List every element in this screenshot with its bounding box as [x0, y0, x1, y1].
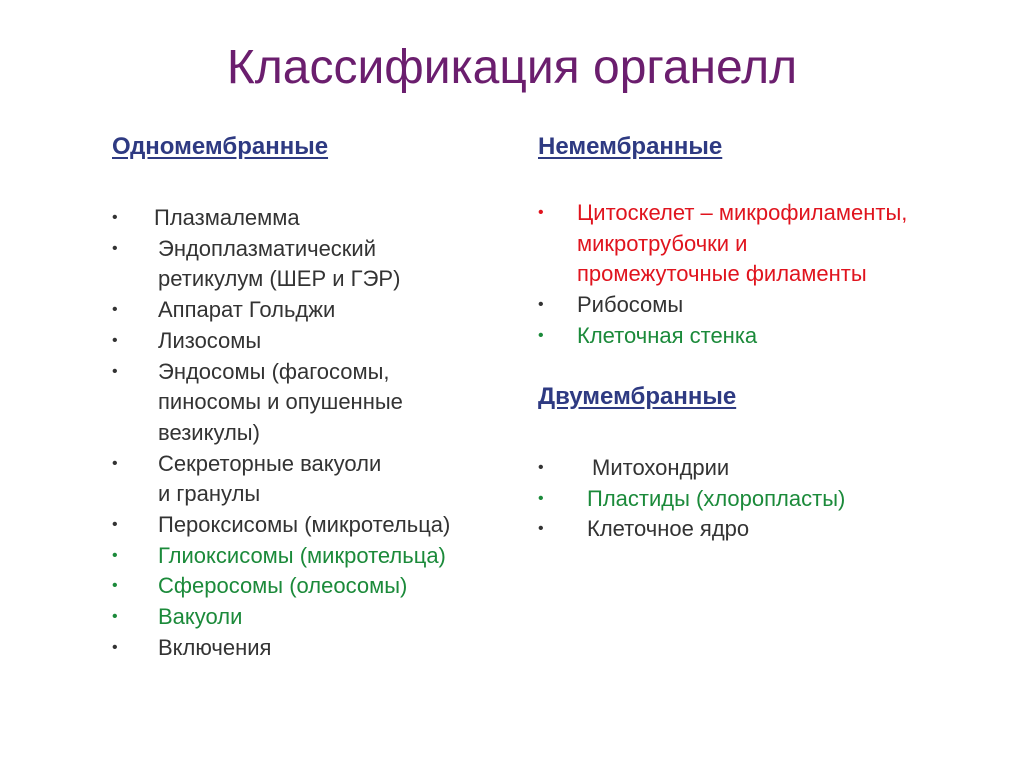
list-item-line	[538, 484, 845, 515]
list-item-text: Лизосомы	[158, 327, 262, 353]
list-item-text: и гранулы	[158, 481, 261, 507]
list-item-line	[112, 234, 450, 265]
list-item-line	[112, 633, 450, 664]
list-item-text: Рибосомы	[577, 292, 684, 318]
list-item-text: пиносомы и опушенные	[158, 389, 403, 415]
heading-single-membrane: Одномембранные	[112, 133, 329, 160]
list-item-line	[538, 514, 845, 545]
list-item-line	[112, 571, 450, 602]
list-item-text: Цитоскелет – микрофиламенты,	[577, 200, 908, 225]
list-item-line	[112, 295, 450, 326]
list-item-line	[538, 198, 907, 229]
list-item-line	[112, 510, 450, 541]
list-item-line	[538, 321, 907, 352]
bullet-icon: •	[538, 326, 544, 344]
list-item-text: Плазмалемма	[154, 205, 300, 230]
list-item-line	[112, 418, 450, 449]
bullet-icon: •	[538, 204, 544, 221]
bullet-icon: •	[112, 577, 118, 595]
list-item-text: Пероксисомы (микротельца)	[158, 512, 451, 538]
heading-non-membrane: Немембранные	[538, 133, 723, 160]
list-item-text: Глиоксисомы (микротельца)	[158, 542, 446, 568]
bullet-icon: •	[112, 301, 118, 319]
bullet-icon: •	[538, 459, 544, 476]
list-item-text: микротрубочки и	[577, 230, 748, 256]
list-item-line	[112, 602, 450, 633]
bullet-icon: •	[112, 638, 118, 656]
list-item-line	[112, 541, 450, 572]
page-title: Классификация органелл	[226, 41, 798, 94]
bullet-icon: •	[112, 608, 118, 626]
list-item-line	[538, 290, 907, 321]
list-item-text: Пластиды (хлоропласты)	[587, 485, 846, 511]
list-item-line	[112, 264, 450, 295]
list-item-line	[112, 203, 450, 234]
double-membrane-list	[538, 453, 845, 545]
bullet-icon: •	[112, 454, 118, 472]
non-membrane-list	[538, 198, 907, 352]
list-item-line	[112, 479, 450, 510]
bullet-icon: •	[112, 362, 118, 380]
single-membrane-list	[112, 203, 450, 664]
list-item-text: Включения	[158, 634, 272, 660]
list-item-line	[112, 357, 450, 388]
list-item-text: ретикулум (ШЕР и ГЭР)	[158, 266, 401, 292]
list-item-text: Секреторные вакуоли	[158, 450, 382, 476]
list-item-text: Вакуоли	[158, 604, 243, 630]
list-item-text: Сферосомы (олеосомы)	[158, 573, 408, 599]
list-item-line	[538, 229, 907, 260]
list-item-text: Клеточная стенка	[577, 322, 758, 348]
bullet-icon: •	[112, 546, 118, 564]
list-item-text: везикулы)	[158, 419, 260, 445]
list-item-text: Клеточное ядро	[587, 516, 750, 542]
bullet-icon: •	[538, 489, 544, 507]
list-item-text: промежуточные филаменты	[577, 261, 867, 287]
bullet-icon: •	[538, 296, 544, 314]
heading-double-membrane: Двумембранные	[538, 383, 737, 410]
bullet-icon: •	[538, 520, 544, 538]
bullet-icon: •	[112, 209, 118, 226]
list-item-line	[112, 387, 450, 418]
list-item-line	[112, 326, 450, 357]
list-item-text: Эндоплазматический	[158, 235, 377, 261]
list-item-text: Эндосомы (фагосомы,	[158, 358, 390, 384]
list-item-line	[538, 453, 845, 484]
list-item-text: Аппарат Гольджи	[158, 297, 336, 323]
list-item-line	[112, 449, 450, 480]
list-item-text: Митохондрии	[592, 455, 730, 480]
bullet-icon: •	[112, 239, 118, 257]
list-item-line	[538, 259, 907, 290]
bullet-icon: •	[112, 331, 118, 349]
bullet-icon: •	[112, 516, 118, 534]
